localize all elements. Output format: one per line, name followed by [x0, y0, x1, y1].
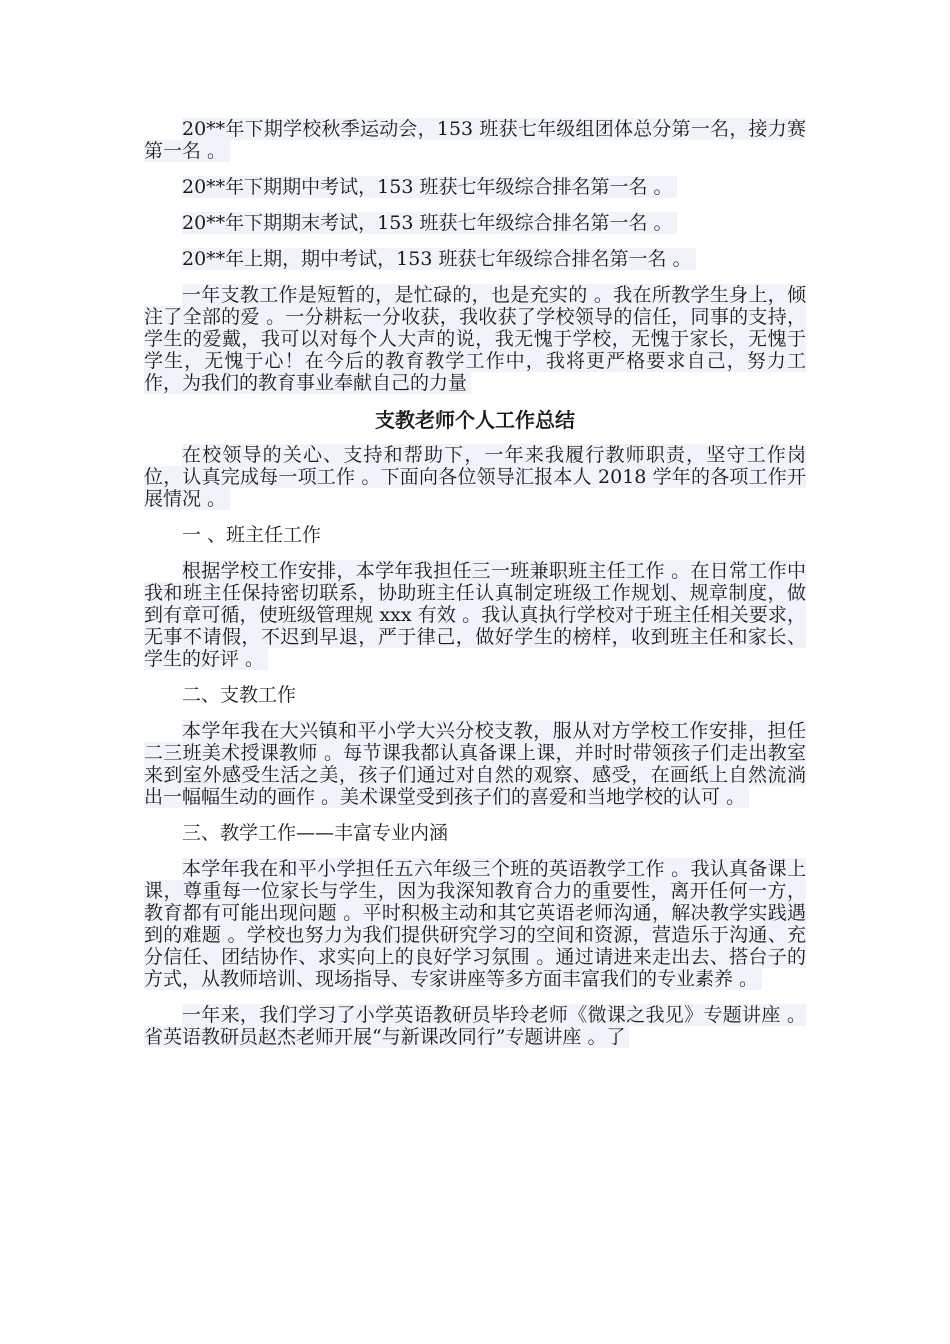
paragraph-midterm-exam	[144, 176, 806, 198]
section-heading-head-teacher: 一 、班主任工作	[182, 524, 322, 546]
paragraph-text: 本学年我在大兴镇和平小学大兴分校支教，服从对方学校工作安排，担任二三班美术授课教师 。每节课我都认真备课上课，并时时带领孩子们走出教室来到室外感受生活之美，孩子们通过对自然的观察、感受，在画纸上自然流淌出一幅幅生动的画作 。美术课堂受到孩子们的喜爱和当地学校的认可 。	[144, 720, 806, 808]
paragraph-text: 20**年下期期中考试，153 班获七年级综合排名第一名 。	[182, 176, 673, 198]
paragraph-closing	[144, 1004, 806, 1048]
paragraph-text: 一年支教工作是短暂的，是忙碌的，也是充实的 。我在所教学生身上，倾注了全部的爱 。一分耕耘一分收获，我收获了学校领导的信任，同事的支持，学生的爱戴，我可以对每个人大声的说，我无愧于学校，无愧于家长，无愧于学生，无愧于心！在今后的教育教学工作中，我将更严格要求自己，努力工作，为我们的教育事业奉献自己的力量	[144, 284, 806, 394]
paragraph-text: 20**年上期，期中考试，153 班获七年级综合排名第一名 。	[182, 248, 692, 270]
section-heading-teaching-work: 三、教学工作——丰富专业内涵	[182, 822, 449, 844]
paragraph-text: 本学年我在和平小学担任五六年级三个班的英语教学工作 。我认真备课上课，尊重每一位家长与学生，因为我深知教育合力的重要性，离开任何一方，教育都有可能出现问题 。平时积极主动和其它英语老师沟通，解决教学实践遇到的难题 。学校也努力为我们提供研究学习的空间和资源，营造乐于沟通、充分信任、团结协作、求实向上的良好学习氛围 。通过请进来走出去、搭台子的方式，从教师培训、现场指导、专家讲座等多方面丰富我们的专业素养 。	[144, 858, 806, 990]
paragraph-text: 20**年下期期末考试，153 班获七年级综合排名第一名 。	[182, 212, 673, 234]
paragraph-support-teaching	[144, 720, 806, 808]
paragraph-sports-meet	[144, 118, 806, 162]
paragraph-head-teacher	[144, 560, 806, 670]
paragraph-text: 根据学校工作安排，本学年我担任三一班兼职班主任工作 。在日常工作中我和班主任保持密切联系，协助班主任认真制定班级工作规划、规章制度，做到有章可循，使班级管理规 xxx 有效 。我认真执行学校对于班主任相关要求，无事不请假，不迟到早退，严于律己，做好学生的榜样，收到班主任和家长、学生的好评 。	[144, 560, 806, 670]
paragraph-spring-midterm	[144, 248, 806, 270]
document-title: 支教老师个人工作总结	[375, 408, 575, 432]
paragraph-text: 一年来，我们学习了小学英语教研员毕玲老师《微课之我见》专题讲座 。省英语教研员赵杰老师开展“与新课改同行”专题讲座 。了	[144, 1004, 806, 1048]
paragraph-teaching-work	[144, 858, 806, 990]
paragraph-summary	[144, 284, 806, 394]
section-heading-support-teaching: 二、支教工作	[182, 684, 297, 706]
paragraph-final-exam	[144, 212, 806, 234]
paragraph-intro	[144, 444, 806, 510]
paragraph-text: 20**年下期学校秋季运动会，153 班获七年级组团体总分第一名，接力赛第一名 。	[144, 118, 806, 162]
paragraph-text: 在校领导的关心、支持和帮助下，一年来我履行教师职责，坚守工作岗位，认真完成每一项工作 。下面向各位领导汇报本人 2018 学年的各项工作开展情况 。	[144, 444, 806, 510]
